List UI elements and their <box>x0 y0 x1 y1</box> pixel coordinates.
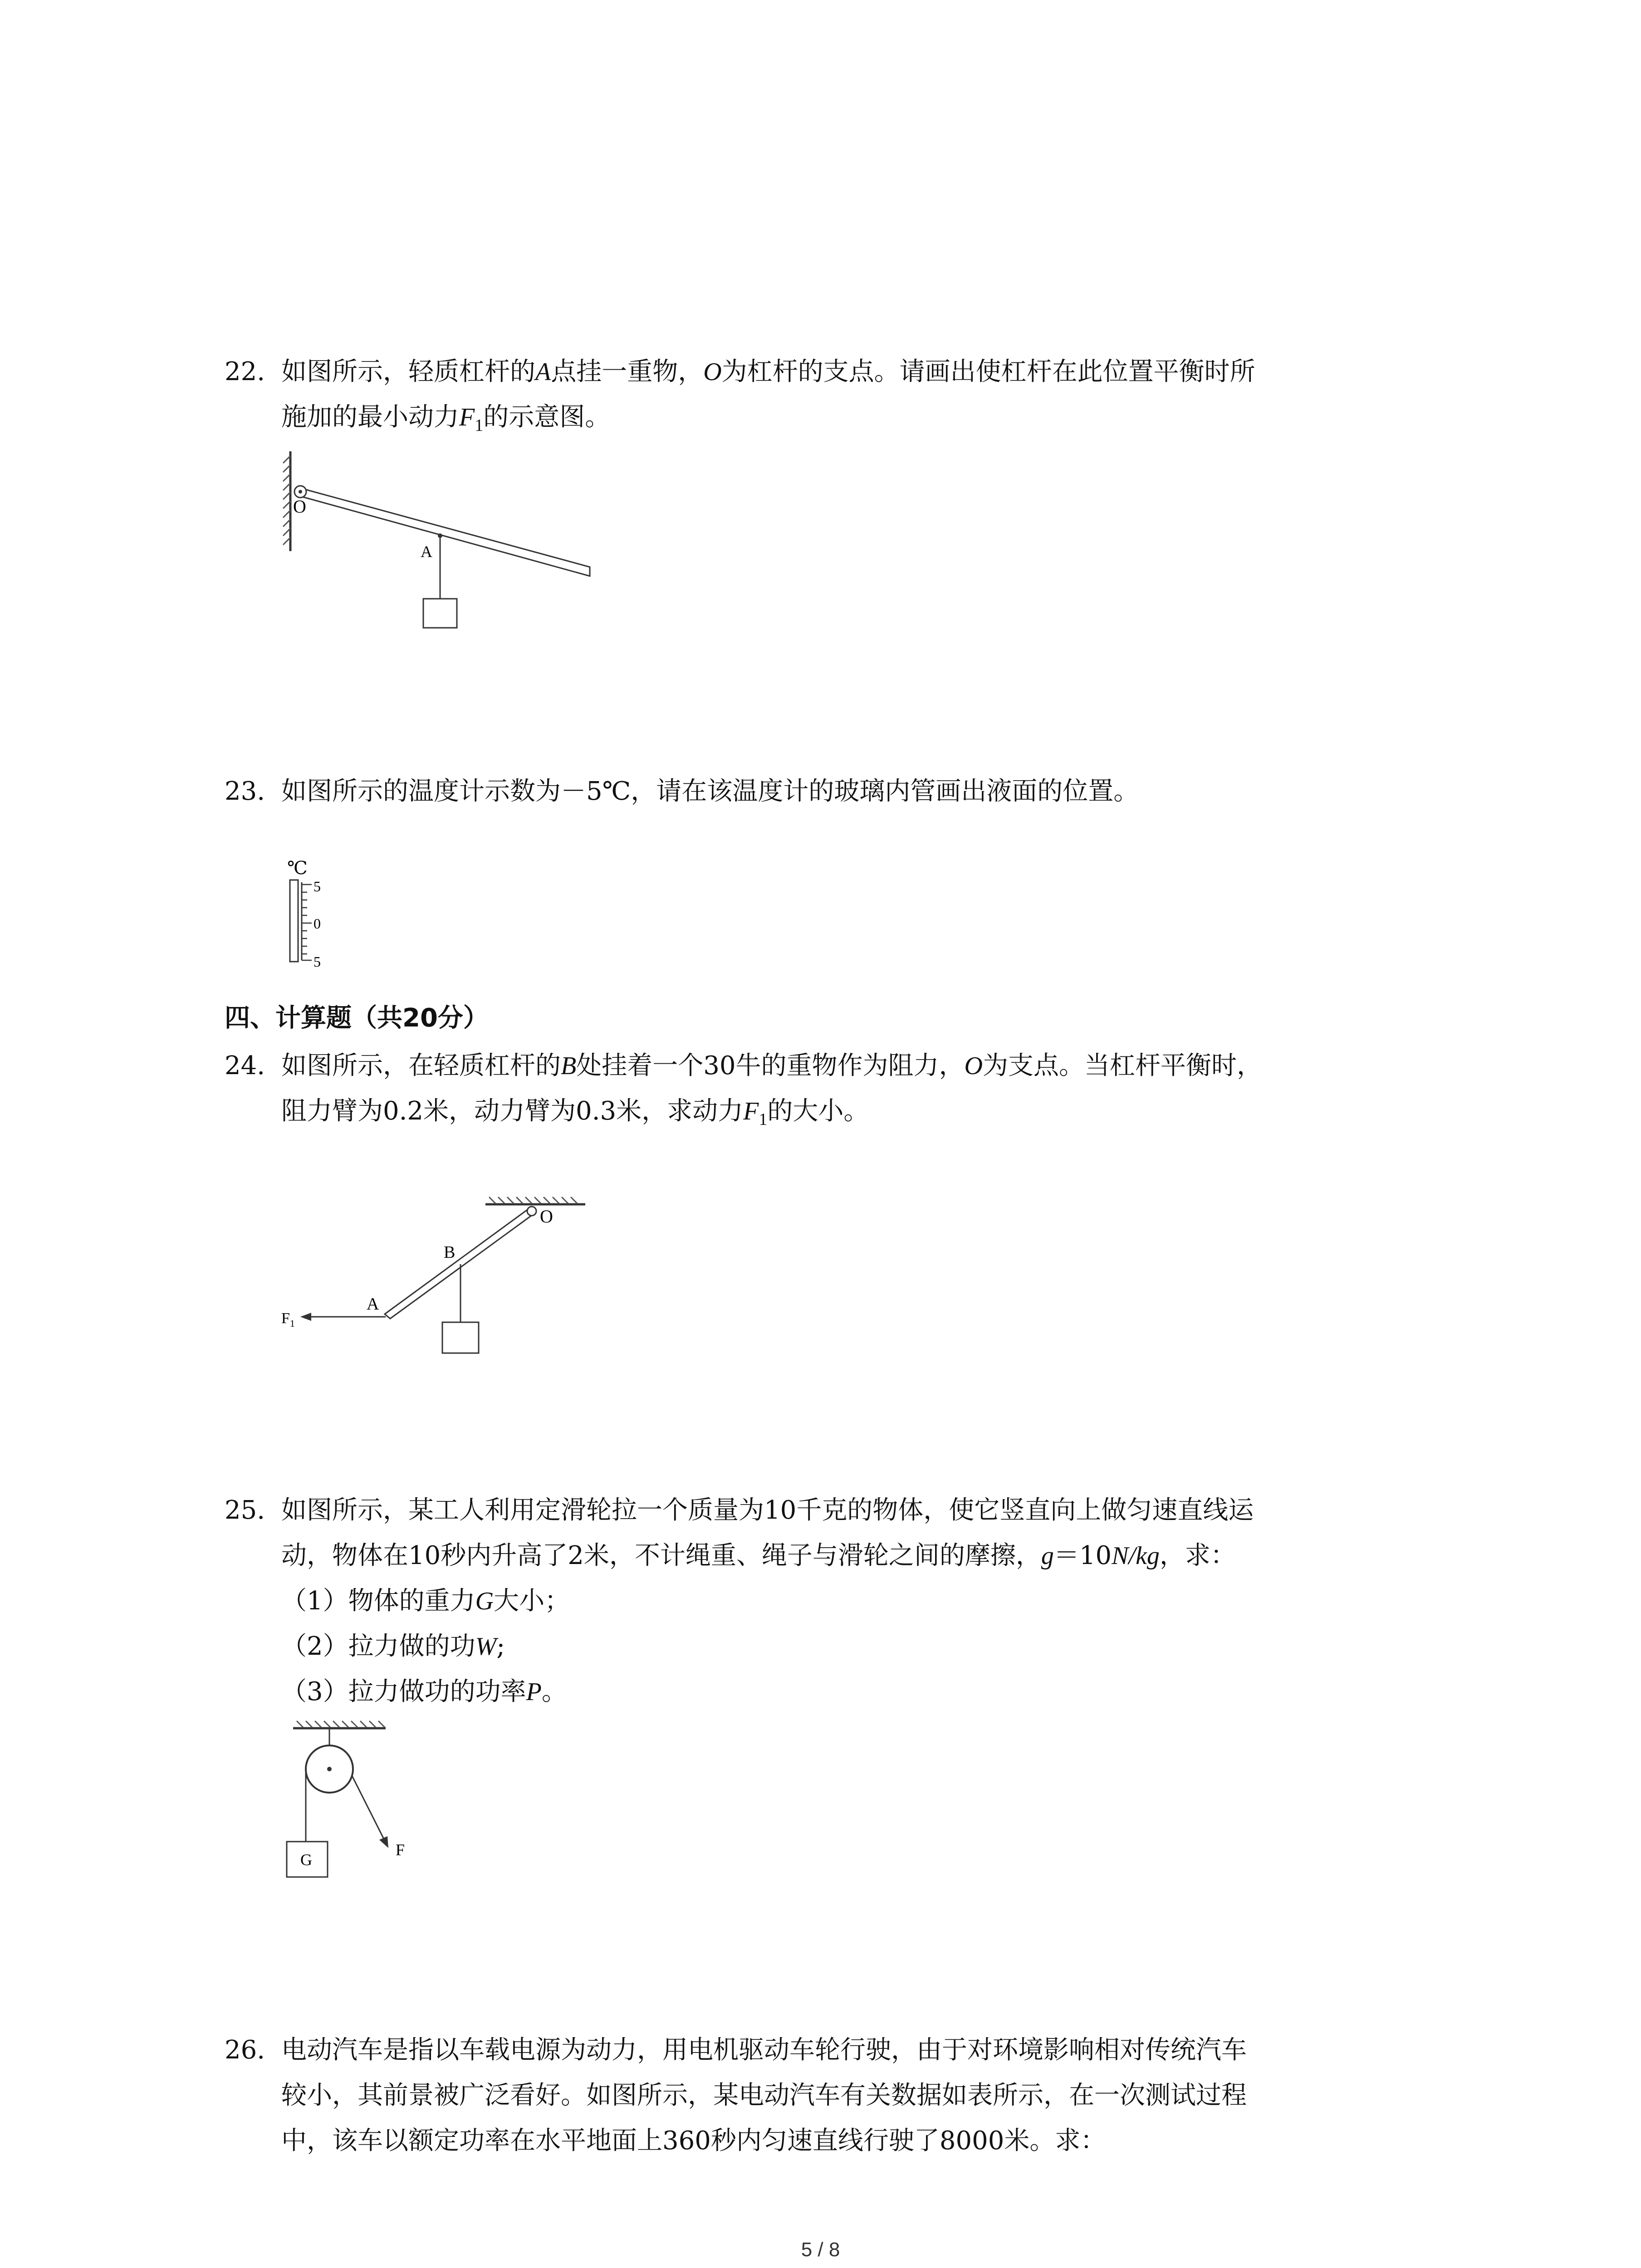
tick-label-0: 0 <box>314 915 321 932</box>
question-23: 23. 如图所示的温度计示数为－5℃，请在该温度计的玻璃内管画出液面的位置。 <box>225 769 1139 814</box>
lever-figure-q22 <box>272 447 599 637</box>
question-22-line-2: 施加的最小动力$F_1$的示意图。 <box>281 402 611 435</box>
question-25: 25. 如图所示，某工人利用定滑轮拉一个质量为10千克的物体，使它竖直向上做匀速直线运 动，物体在10秒内升高了2米，不计绳重、绳子与滑轮之间的摩擦，g＝10N/kg，求： （1）物体的重力G大小； （2）拉力做的功W; （3）拉力做功的功率P。 <box>225 1488 1254 1715</box>
section-heading: 四、计算题（共20分） <box>225 1003 489 1033</box>
sub-question-1: （1）物体的重力G大小； <box>281 1586 570 1616</box>
label-O: O <box>540 1206 553 1227</box>
question-24: 24. 如图所示，在轻质杠杆的B处挂着一个30牛的重物作为阻力，O为支点。当杠杆平衡时， 阻力臂为0.2米，动力臂为0.3米，求动力$F_1$的大小。 <box>225 1043 1262 1142</box>
lever-bar <box>299 488 590 576</box>
question-number: 25. <box>225 1496 265 1525</box>
label-F: F <box>396 1841 405 1859</box>
question-number: 26. <box>225 2035 265 2065</box>
glass-tube <box>290 880 298 962</box>
question-22 <box>225 349 1255 448</box>
label-F1: $F_1$ <box>281 1310 295 1329</box>
weight-block <box>442 1322 479 1353</box>
sub-question-2: （2）拉力做的功W; <box>281 1632 505 1661</box>
lever-figure-q24 <box>272 1191 599 1372</box>
sub-question-3: （3）拉力做功的功率P。 <box>281 1677 567 1706</box>
arrow-head-icon <box>379 1836 388 1848</box>
tick-label-5: 5 <box>314 878 321 894</box>
label-A: A <box>421 543 432 561</box>
label-B: B <box>444 1243 456 1262</box>
pivot <box>527 1207 536 1216</box>
question-22-line-1: 22. 如图所示，轻质杠杆的A点挂一重物，O为杠杆的支点。请画出使杠杆在此位置平衡时所 <box>225 349 1255 395</box>
question-number: 22. <box>225 357 265 386</box>
question-number: 23. <box>225 777 265 806</box>
question-number: 24. <box>225 1051 265 1080</box>
tick-label-minus-5: 5 <box>314 953 321 968</box>
unit-celsius: ℃ <box>287 858 308 879</box>
question-26: 26. 电动汽车是指以车载电源为动力，用电机驱动车轮行驶，由于对环境影响相对传统汽车 较小，其前景被广泛看好。如图所示，某电动汽车有关数据如表所示，在一次测试过程 中，该车以额定功率在水平地面上360秒内匀速直线行驶了8000米。求： <box>225 2028 1247 2164</box>
label-O: O <box>293 496 306 517</box>
pulley-figure <box>277 1719 422 1901</box>
weight-block <box>423 599 457 628</box>
lever-bar <box>385 1209 534 1319</box>
page-number: 5 / 8 <box>801 2239 840 2261</box>
label-G: G <box>300 1851 312 1869</box>
label-A: A <box>367 1295 379 1314</box>
arrow-head-icon <box>300 1313 311 1321</box>
thermometer-figure <box>284 855 356 968</box>
rope-right <box>352 1776 385 1841</box>
